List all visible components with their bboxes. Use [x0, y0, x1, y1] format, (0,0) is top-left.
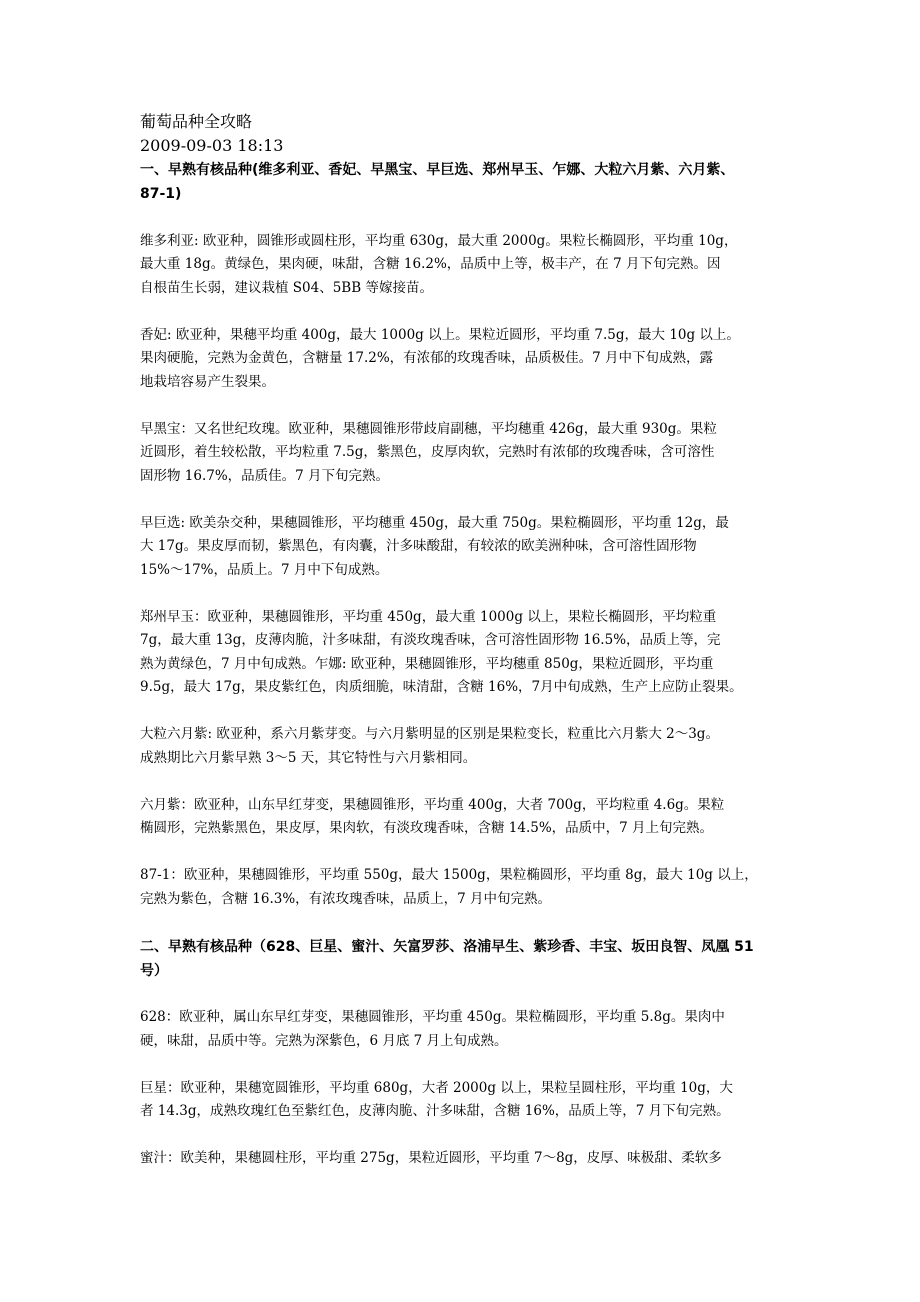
text-line: 最大重 18g。黄绿色，果肉硬，味甜，含糖 16.2%，品质中上等，极丰产，在 7 月下旬完熟。因 [140, 256, 721, 272]
text-line: 地栽培容易产生裂果。 [140, 373, 275, 390]
text-line: 早巨选: 欧美杂交种，果穗圆锥形，平均穗重 450g，最大重 750g。果粒椭圆形，平均重 12g，最 [140, 514, 729, 531]
document-date: 2009-09-03 18:13 [140, 136, 284, 155]
text-line: 自根苗生长弱，建议栽植 S04、5BB 等嫁接苗。 [140, 279, 433, 296]
variety-paragraph-victoria [140, 230, 800, 301]
text-line: 维多利亚: 欧亚种，圆锥形或圆柱形，平均重 630g，最大重 2000g。果粒长椭圆形，平均重 10g， [140, 232, 738, 249]
variety-paragraph-628 [140, 1006, 800, 1053]
text-line: 蜜汁：欧美种，果穗圆柱形，平均重 275g，果粒近圆形，平均重 7～8g，皮厚、味极甜、柔软多 [140, 1150, 722, 1166]
variety-paragraph-xiangfei [140, 324, 800, 395]
variety-paragraph-dali-liuyuezi [140, 723, 800, 770]
text-line: 香妃: 欧亚种，果穗平均重 400g，最大 1000g 以上。果粒近圆形，平均重 7.5g，最大 10g 以上。 [140, 326, 740, 343]
document-title: 葡萄品种全攻略 [140, 112, 253, 131]
variety-paragraph-juxing [140, 1077, 800, 1124]
text-line: 硬，味甜，品质中等。完熟为深紫色，6 月底 7 月上旬成熟。 [140, 1032, 508, 1049]
text-line: 六月紫：欧亚种，山东早红芽变，果穗圆锥形，平均重 400g，大者 700g，平均粒重 4.6g。果粒 [140, 796, 725, 813]
variety-paragraph-zaojuxuan [140, 512, 800, 583]
text-line: 郑州早玉：欧亚种，果穗圆锥形，平均重 450g，最大重 1000g 以上，果粒长椭圆形，平均粒重 [140, 608, 717, 625]
section-early-seeded-2 [140, 935, 800, 1171]
variety-paragraph-87-1 [140, 864, 800, 911]
text-line: 完熟为紫色，含糖 16.3%，有浓玫瑰香味，品质上，7 月中旬完熟。 [140, 890, 552, 907]
text-line: 椭圆形，完熟紫黑色，果皮厚，果肉软，有淡玫瑰香味，含糖 14.5%，品质中，7 月上旬完熟。 [140, 820, 714, 836]
text-line: 熟为黄绿色，7 月中旬成熟。乍娜: 欧亚种，果穗圆锥形，平均穗重 850g，果粒近圆形，平均重 [140, 655, 714, 672]
text-line: 7g，最大重 13g，皮薄肉脆，汁多味甜，有淡玫瑰香味，含可溶性固形物 16.5%，品质上等，完 [140, 632, 721, 648]
text-line: 628：欧亚种，属山东早红芽变，果穗圆锥形，平均重 450g。果粒椭圆形，平均重 5.8g。果肉中 [140, 1009, 725, 1025]
text-line: 大 17g。果皮厚而韧，紫黑色，有肉囊，汁多味酸甜，有较浓的欧美洲种味，含可溶性固形物 [140, 538, 697, 554]
section-heading [140, 935, 800, 983]
text-line: 巨星：欧亚种，果穗宽圆锥形，平均重 680g，大者 2000g 以上，果粒呈圆柱形，平均重 10g，大 [140, 1079, 733, 1096]
text-line: 近圆形，着生较松散，平均粒重 7.5g，紫黑色，皮厚肉软，完熟时有浓郁的玫瑰香味，含可溶性 [140, 444, 715, 460]
text-line: 87-1：欧亚种，果穗圆锥形，平均重 550g，最大 1500g，果粒椭圆形，平均重 8g，最大 10g 以上， [140, 867, 758, 883]
text-line: 者 14.3g，成熟玫瑰红色至紫红色，皮薄肉脆、汁多味甜，含糖 16%，品质上等，7 月下旬完熟。 [140, 1103, 730, 1119]
text-line: 果肉硬脆，完熟为金黄色，含糖量 17.2%，有浓郁的玫瑰香味，品质极佳。7 月中下旬成熟，露 [140, 350, 714, 366]
text-line: 成熟期比六月紫早熟 3～5 天，其它特性与六月紫相同。 [140, 749, 477, 766]
text-line: 15%～17%，品质上。7 月中下旬成熟。 [140, 561, 389, 578]
heading-line: 号） [140, 962, 168, 979]
section-heading [140, 158, 800, 206]
section-early-seeded-1 [140, 158, 800, 911]
variety-paragraph-liuyuezi [140, 794, 800, 841]
text-line: 9.5g，最大 17g，果皮紫红色，肉质细脆，味清甜，含糖 16%，7月中旬成熟，生产上应防止裂果。 [140, 679, 743, 695]
variety-paragraph-mizhi [140, 1147, 800, 1171]
text-line: 大粒六月紫: 欧亚种，系六月紫芽变。与六月紫明显的区别是果粒变长，粒重比六月紫大 2～3g。 [140, 726, 719, 742]
heading-line: 一、早熟有核品种(维多利亚、香妃、早黑宝、早巨选、郑州早玉、乍娜、大粒六月紫、六月紫、 [140, 162, 735, 178]
heading-line: 87-1) [140, 186, 182, 202]
text-line: 固形物 16.7%，品质佳。7 月下旬完熟。 [140, 467, 390, 484]
variety-paragraph-zaoheibao [140, 418, 800, 489]
heading-line: 二、早熟有核品种（628、巨星、蜜汁、矢富罗莎、洛浦早生、紫珍香、丰宝、坂田良智、凤凰 51 [140, 938, 754, 955]
document-page [140, 110, 800, 1194]
variety-paragraph-zhengzhouzaoyu-zhana [140, 606, 800, 700]
text-line: 早黑宝：又名世纪玫瑰。欧亚种，果穗圆锥形带歧肩副穗，平均穗重 426g，最大重 930g。果粒 [140, 420, 717, 437]
